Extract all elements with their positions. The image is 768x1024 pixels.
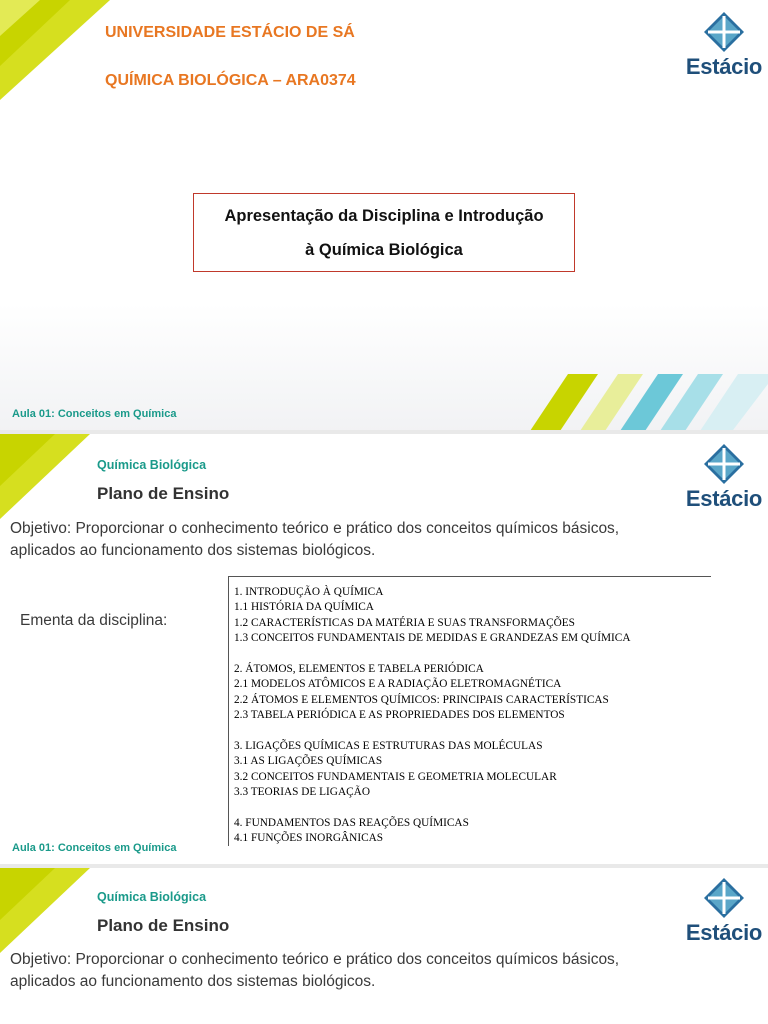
syllabus-item: 2.2 ÁTOMOS E ELEMENTOS QUÍMICOS: PRINCIPAIS CARACTERÍSTICAS: [234, 693, 609, 706]
syllabus-item: 4.1 FUNÇÕES INORGÂNICAS: [234, 832, 384, 845]
objective-text: [10, 949, 760, 993]
footer-lesson: Aula 01: Conceitos em Química: [12, 408, 177, 420]
corner-stripes-decoration: [0, 0, 110, 110]
syllabus-item: 2.3 TABELA PERIÓDICA E AS PROPRIEDADES DOS ELEMENTOS: [234, 709, 565, 722]
syllabus-item: 3.3 TEORIAS DE LIGAÇÃO: [234, 786, 370, 799]
syllabus-spacer: [234, 801, 711, 816]
syllabus-spacer: [234, 647, 711, 662]
estacio-logo: [684, 442, 764, 512]
corner-stripes-decoration: [0, 868, 90, 958]
logo-wordmark: Estácio: [685, 54, 763, 79]
objective-line-1: Objetivo: Proporcionar o conhecimento teórico e prático dos conceitos químicos básicos,: [10, 520, 620, 537]
syllabus-item: 3. LIGAÇÕES QUÍMICAS E ESTRUTURAS DAS MOLÉCULAS: [234, 740, 543, 753]
objective-line-1: Objetivo: Proporcionar o conhecimento teórico e prático dos conceitos químicos básicos,: [10, 951, 620, 968]
slide-teaching-plan-2: [0, 868, 768, 1024]
logo-diamond-icon: [684, 442, 764, 486]
page-title: Plano de Ensino: [97, 484, 230, 503]
syllabus-item: 4. FUNDAMENTOS DAS REAÇÕES QUÍMICAS: [234, 817, 469, 830]
footer-lesson: Aula 01: Conceitos em Química: [12, 842, 177, 854]
title-line-1: Apresentação da Disciplina e Introdução: [224, 207, 544, 225]
syllabus-item: 2. ÁTOMOS, ELEMENTOS E TABELA PERIÓDICA: [234, 663, 484, 676]
subtitle: Química Biológica: [97, 890, 207, 904]
logo-diamond-icon: [684, 10, 764, 54]
corner-stripes-decoration: [0, 434, 90, 524]
syllabus-item: 1.2 CARACTERÍSTICAS DA MATÉRIA E SUAS TRANSFORMAÇÕES: [234, 616, 575, 629]
title-box: [193, 193, 575, 272]
subtitle: Química Biológica: [97, 458, 207, 472]
title-line-2: à Química Biológica: [305, 241, 463, 259]
slide-title: [0, 0, 768, 434]
syllabus-box: [228, 576, 711, 846]
objective-line-2: aplicados ao funcionamento dos sistemas biológicos.: [10, 542, 376, 559]
objective-line-2: aplicados ao funcionamento dos sistemas biológicos.: [10, 973, 376, 990]
page-title: Plano de Ensino: [97, 916, 230, 935]
logo-wordmark: Estácio: [685, 486, 763, 511]
estacio-logo: [684, 876, 764, 946]
syllabus-item: 1.3 CONCEITOS FUNDAMENTAIS DE MEDIDAS E GRANDEZAS EM QUÍMICA: [234, 632, 631, 645]
logo-diamond-icon: [684, 876, 764, 920]
ementa-label: Ementa da disciplina:: [20, 612, 168, 629]
logo-wordmark: Estácio: [685, 920, 763, 945]
bottom-stripes-decoration: [468, 374, 768, 434]
university-name: UNIVERSIDADE ESTÁCIO DE SÁ: [105, 24, 355, 41]
syllabus-item: 1. INTRODUÇÃO À QUÍMICA: [234, 586, 384, 598]
syllabus-spacer: [234, 724, 711, 739]
estacio-logo: [684, 10, 764, 80]
course-name: QUÍMICA BIOLÓGICA – ARA0374: [105, 72, 356, 89]
syllabus-item: 1.1 HISTÓRIA DA QUÍMICA: [234, 601, 374, 614]
syllabus-item: 3.1 AS LIGAÇÕES QUÍMICAS: [234, 755, 383, 768]
syllabus-item: 2.1 MODELOS ATÔMICOS E A RADIAÇÃO ELETROMAGNÉTICA: [234, 678, 562, 691]
syllabus-item: 3.2 CONCEITOS FUNDAMENTAIS E GEOMETRIA MOLECULAR: [234, 770, 557, 783]
slide-teaching-plan: [0, 434, 768, 864]
objective-text: [10, 518, 760, 562]
